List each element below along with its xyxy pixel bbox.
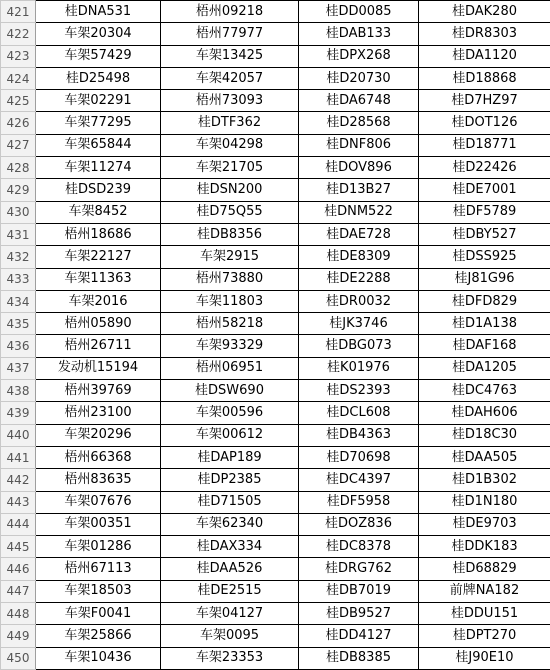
cell[interactable]: 桂DAA526 [161,558,299,580]
cell[interactable]: 桂DC8378 [299,536,419,558]
cell[interactable]: 车架0095 [161,625,299,647]
cell[interactable]: 桂DD0085 [299,1,419,23]
table-row [1,23,550,45]
row-number[interactable]: 433 [1,268,36,290]
cell[interactable]: 车架23353 [161,647,299,669]
row-number[interactable]: 443 [1,491,36,513]
table-row [1,402,550,424]
cell[interactable]: 前牌NA182 [419,580,550,602]
row-number[interactable]: 444 [1,513,36,535]
cell[interactable]: 桂J81G96 [419,268,550,290]
cell[interactable]: 车架11363 [36,268,161,290]
row-number[interactable]: 442 [1,469,36,491]
row-number[interactable]: 440 [1,424,36,446]
table-row [1,558,550,580]
cell[interactable]: 梧州09218 [161,1,299,23]
table-row [1,112,550,134]
table-row [1,45,550,67]
cell[interactable]: 桂D22426 [419,157,550,179]
row-number[interactable]: 429 [1,179,36,201]
cell[interactable]: 桂D68829 [419,558,550,580]
cell[interactable]: 桂D20730 [299,67,419,89]
cell[interactable]: 车架42057 [161,67,299,89]
cell[interactable]: 车架00612 [161,424,299,446]
table-row [1,157,550,179]
cell[interactable]: 车架62340 [161,513,299,535]
cell[interactable]: 桂DFD829 [419,290,550,312]
cell[interactable]: 桂D70698 [299,446,419,468]
cell[interactable]: 桂DTF362 [161,112,299,134]
cell[interactable]: 桂D1A138 [419,313,550,335]
table-row [1,446,550,468]
row-number[interactable]: 430 [1,201,36,223]
cell[interactable]: 桂DAE728 [299,223,419,245]
table-row [1,134,550,156]
table-row [1,223,550,245]
row-number[interactable]: 447 [1,580,36,602]
cell[interactable]: 桂D18771 [419,134,550,156]
cell[interactable]: 桂DB9527 [299,603,419,625]
cell[interactable]: 桂DRG762 [299,558,419,580]
cell[interactable]: 桂DA1205 [419,357,550,379]
table-row [1,469,550,491]
cell[interactable]: 桂D75Q55 [161,201,299,223]
cell[interactable]: 桂DC4763 [419,380,550,402]
table-body [1,1,550,670]
row-number[interactable]: 450 [1,647,36,669]
cell[interactable]: 桂DDK183 [419,536,550,558]
cell[interactable]: 桂DB8356 [161,223,299,245]
cell[interactable]: 梧州73880 [161,268,299,290]
cell[interactable]: 车架00596 [161,402,299,424]
table-row [1,201,550,223]
cell[interactable]: 车架20296 [36,424,161,446]
cell[interactable]: 桂DA1120 [419,45,550,67]
cell[interactable]: 桂DP2385 [161,469,299,491]
cell[interactable]: 桂D71505 [161,491,299,513]
table-row [1,313,550,335]
cell[interactable]: 桂DAX334 [161,536,299,558]
cell[interactable]: 桂DE2288 [299,268,419,290]
table-row [1,179,550,201]
cell[interactable]: 车架65844 [36,134,161,156]
cell[interactable]: 车架21705 [161,157,299,179]
cell[interactable]: 桂D13B27 [299,179,419,201]
cell[interactable]: 桂DR8303 [419,23,550,45]
cell[interactable]: 梧州66368 [36,446,161,468]
table-row [1,491,550,513]
row-number[interactable]: 425 [1,90,36,112]
cell[interactable]: 桂K01976 [299,357,419,379]
cell[interactable]: 桂DR0032 [299,290,419,312]
cell[interactable]: 发动机15194 [36,357,161,379]
cell[interactable]: 桂DAP189 [161,446,299,468]
cell[interactable]: 桂D25498 [36,67,161,89]
cell[interactable]: 车架04127 [161,603,299,625]
cell[interactable]: 桂DPX268 [299,45,419,67]
cell[interactable]: 车架04298 [161,134,299,156]
cell[interactable]: 车架11803 [161,290,299,312]
cell[interactable]: 桂DPT270 [419,625,550,647]
cell[interactable]: 桂DAK280 [419,1,550,23]
cell[interactable]: 桂DBG073 [299,335,419,357]
cell[interactable]: 梧州18686 [36,223,161,245]
cell[interactable]: 桂DD4127 [299,625,419,647]
cell[interactable]: 梧州06951 [161,357,299,379]
cell[interactable]: 车架25866 [36,625,161,647]
cell[interactable]: 梧州83635 [36,469,161,491]
cell[interactable]: 桂DBY527 [419,223,550,245]
table-row [1,625,550,647]
row-number[interactable]: 428 [1,157,36,179]
row-number[interactable]: 449 [1,625,36,647]
table-row [1,536,550,558]
cell[interactable]: 车架00351 [36,513,161,535]
table-row [1,513,550,535]
row-number[interactable]: 427 [1,134,36,156]
cell[interactable]: 车架2915 [161,246,299,268]
table-row [1,603,550,625]
cell[interactable]: 车架8452 [36,201,161,223]
row-number[interactable]: 421 [1,1,36,23]
cell[interactable]: 桂DSW690 [161,380,299,402]
table-row [1,90,550,112]
row-number[interactable]: 432 [1,246,36,268]
table-row [1,67,550,89]
row-number[interactable]: 436 [1,335,36,357]
row-number[interactable]: 439 [1,402,36,424]
cell[interactable]: 桂DS2393 [299,380,419,402]
cell[interactable]: 桂DE7001 [419,179,550,201]
cell[interactable]: 车架11274 [36,157,161,179]
row-number[interactable]: 446 [1,558,36,580]
cell[interactable]: 车架93329 [161,335,299,357]
row-number[interactable]: 434 [1,290,36,312]
cell[interactable]: 车架22127 [36,246,161,268]
row-number[interactable]: 426 [1,112,36,134]
cell[interactable]: 桂DAB133 [299,23,419,45]
cell[interactable]: 桂DAH606 [419,402,550,424]
cell[interactable]: 桂DOZ836 [299,513,419,535]
cell[interactable]: 桂DNM522 [299,201,419,223]
cell[interactable]: 桂JK3746 [299,313,419,335]
row-number[interactable]: 435 [1,313,36,335]
cell[interactable]: 桂DAA505 [419,446,550,468]
cell[interactable]: 车架F0041 [36,603,161,625]
cell[interactable]: 车架18503 [36,580,161,602]
table-row [1,424,550,446]
cell[interactable]: 桂DCL608 [299,402,419,424]
row-number[interactable]: 445 [1,536,36,558]
cell[interactable]: 桂DNF806 [299,134,419,156]
cell[interactable]: 桂D18868 [419,67,550,89]
cell[interactable]: 桂D1B302 [419,469,550,491]
table-row [1,580,550,602]
table-row [1,246,550,268]
table-row [1,647,550,669]
cell[interactable]: 车架07676 [36,491,161,513]
cell[interactable]: 桂DB4363 [299,424,419,446]
row-number[interactable]: 448 [1,603,36,625]
cell[interactable]: 车架02291 [36,90,161,112]
cell[interactable]: 桂DB8385 [299,647,419,669]
cell[interactable]: 桂DOV896 [299,157,419,179]
cell[interactable]: 梧州39769 [36,380,161,402]
row-number[interactable]: 441 [1,446,36,468]
cell[interactable]: 桂DF5958 [299,491,419,513]
cell[interactable]: 桂DSS925 [419,246,550,268]
cell[interactable]: 桂DAF168 [419,335,550,357]
table-row [1,290,550,312]
row-number[interactable]: 424 [1,67,36,89]
cell[interactable]: 桂DE9703 [419,513,550,535]
cell[interactable]: 梧州05890 [36,313,161,335]
cell[interactable]: 桂DF5789 [419,201,550,223]
cell[interactable]: 梧州23100 [36,402,161,424]
cell[interactable]: 桂DSN200 [161,179,299,201]
cell[interactable]: 桂DE2515 [161,580,299,602]
cell[interactable]: 梧州67113 [36,558,161,580]
cell[interactable]: 车架01286 [36,536,161,558]
cell[interactable]: 桂D18C30 [419,424,550,446]
cell[interactable]: 桂DB7019 [299,580,419,602]
cell[interactable]: 梧州73093 [161,90,299,112]
row-number[interactable]: 423 [1,45,36,67]
cell[interactable]: 梧州26711 [36,335,161,357]
cell[interactable]: 桂DSD239 [36,179,161,201]
table-row [1,357,550,379]
table-row [1,380,550,402]
cell[interactable]: 梧州58218 [161,313,299,335]
row-number[interactable]: 422 [1,23,36,45]
table-row [1,268,550,290]
row-number[interactable]: 437 [1,357,36,379]
cell[interactable]: 桂DOT126 [419,112,550,134]
cell[interactable]: 车架20304 [36,23,161,45]
cell[interactable]: 车架77295 [36,112,161,134]
table-row [1,1,550,23]
cell[interactable]: 桂D1N180 [419,491,550,513]
cell[interactable]: 车架57429 [36,45,161,67]
cell[interactable]: 桂DE8309 [299,246,419,268]
row-number[interactable]: 438 [1,380,36,402]
cell[interactable]: 桂J90E10 [419,647,550,669]
cell[interactable]: 梧州77977 [161,23,299,45]
cell[interactable]: 桂D28568 [299,112,419,134]
cell[interactable]: 车架2016 [36,290,161,312]
cell[interactable]: 桂DNA531 [36,1,161,23]
table-row [1,335,550,357]
row-number[interactable]: 431 [1,223,36,245]
cell[interactable]: 车架10436 [36,647,161,669]
cell[interactable]: 桂DC4397 [299,469,419,491]
cell[interactable]: 车架13425 [161,45,299,67]
cell[interactable]: 桂D7HZ97 [419,90,550,112]
cell[interactable]: 桂DDU151 [419,603,550,625]
cell[interactable]: 桂DA6748 [299,90,419,112]
